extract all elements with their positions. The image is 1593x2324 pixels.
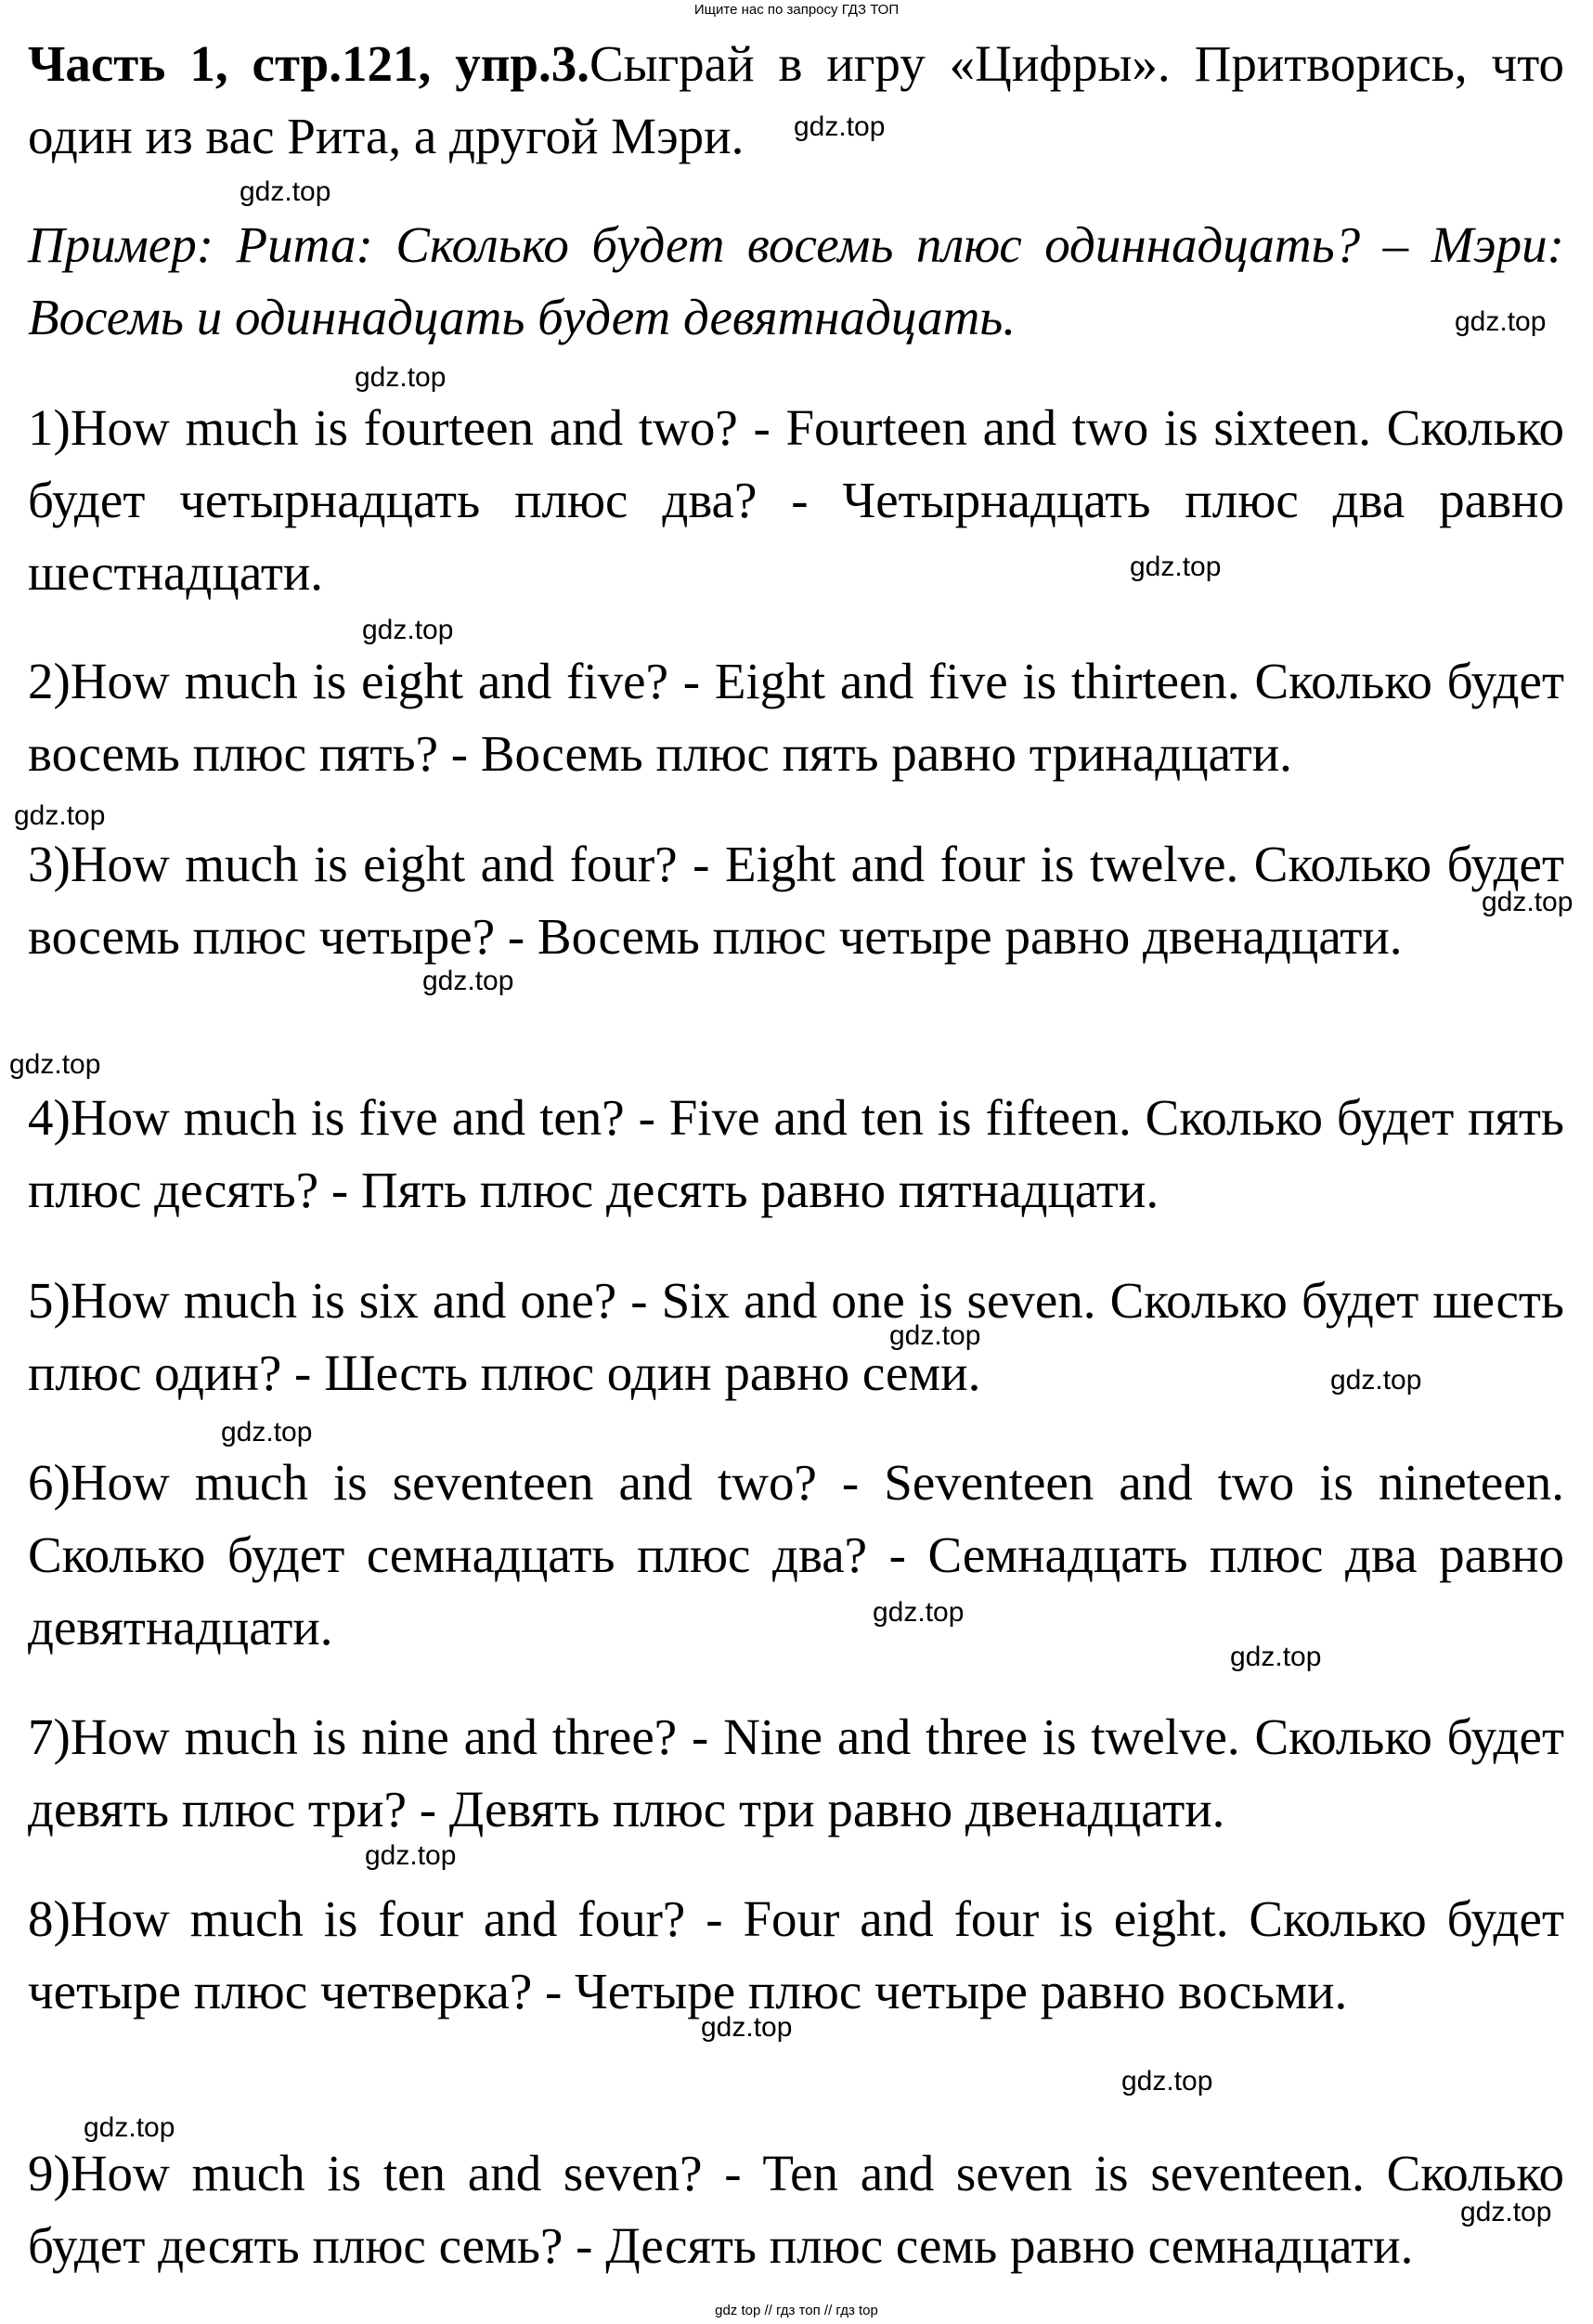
watermark: gdz.top — [9, 1049, 101, 1080]
watermark: gdz.top — [889, 1320, 981, 1351]
watermark: gdz.top — [221, 1417, 313, 1448]
watermark: gdz.top — [701, 2012, 793, 2043]
watermark: gdz.top — [1130, 552, 1222, 582]
footer-watermark: gdz top // гдз топ // гдз top — [715, 2303, 878, 2318]
watermark: gdz.top — [365, 1840, 457, 1871]
item-9: 9)How much is ten and seven? - Ten and seven is seventeen. Сколько будет десять плюс семь? - Десять плюс семь равно семнадцати. — [28, 2145, 1564, 2274]
watermark: gdz.top — [1230, 1642, 1322, 1672]
item-6: 6)How much is seventeen and two? - Seventeen and two is nineteen. Сколько будет семнадцать плюс два? - Семнадцать плюс два равно девятнадцати. — [28, 1454, 1564, 1655]
watermark: gdz.top — [1330, 1365, 1422, 1396]
item-7: 7)How much is nine and three? - Nine and three is twelve. Сколько будет девять плюс три? - Девять плюс три равно двенадцати. — [28, 1708, 1564, 1837]
watermark: gdz.top — [794, 111, 886, 142]
item-5: 5)How much is six and one? - Six and one is seven. Сколько будет шесть плюс один? - Шесть плюс один равно семи. — [28, 1272, 1564, 1401]
exercise-header — [28, 28, 1564, 173]
item-4: 4)How much is five and ten? - Five and ten is fifteen. Сколько будет пять плюс десять? - Пять плюс десять равно пятнадцати. — [28, 1089, 1564, 1218]
watermark: gdz.top — [240, 176, 331, 207]
watermark: gdz.top — [1482, 887, 1574, 917]
item-3: 3)How much is eight and four? - Eight and four is twelve. Сколько будет восемь плюс четыре? - Восемь плюс четыре равно двенадцати. — [28, 836, 1564, 965]
item-8: 8)How much is four and four? - Four and four is eight. Сколько будет четыре плюс четверка? - Четыре плюс четыре равно восьми. — [28, 1890, 1564, 2019]
exercise-task: Сыграй в игру «Цифры». Притворись, что один из вас Рита, а другой Мэри. — [28, 35, 1565, 164]
watermark: gdz.top — [873, 1597, 965, 1628]
watermark: gdz.top — [84, 2112, 175, 2143]
exercise-reference: Часть 1, стр.121, упр.3. — [28, 35, 589, 92]
watermark: gdz.top — [362, 615, 454, 645]
watermark: gdz.top — [355, 362, 447, 393]
watermark: gdz.top — [14, 800, 106, 831]
watermark: gdz.top — [422, 966, 514, 996]
watermark: gdz.top — [1460, 2197, 1552, 2227]
example-text: Пример: Рита: Сколько будет восемь плюс одиннадцать? – Мэри: Восемь и одиннадцать будет девятнадцать. — [28, 216, 1564, 345]
item-2: 2)How much is eight and five? - Eight and five is thirteen. Сколько будет восемь плюс пять? - Восемь плюс пять равно тринадцати. — [28, 653, 1564, 782]
item-1: 1)How much is fourteen and two? - Fourteen and two is sixteen. Сколько будет четырнадцать плюс два? - Четырнадцать плюс два равно шестнадцати. — [28, 399, 1564, 601]
watermark: gdz.top — [1121, 2066, 1213, 2097]
watermark: gdz.top — [1455, 306, 1547, 337]
top-notice: Ищите нас по запросу ГДЗ ТОП — [693, 2, 900, 18]
